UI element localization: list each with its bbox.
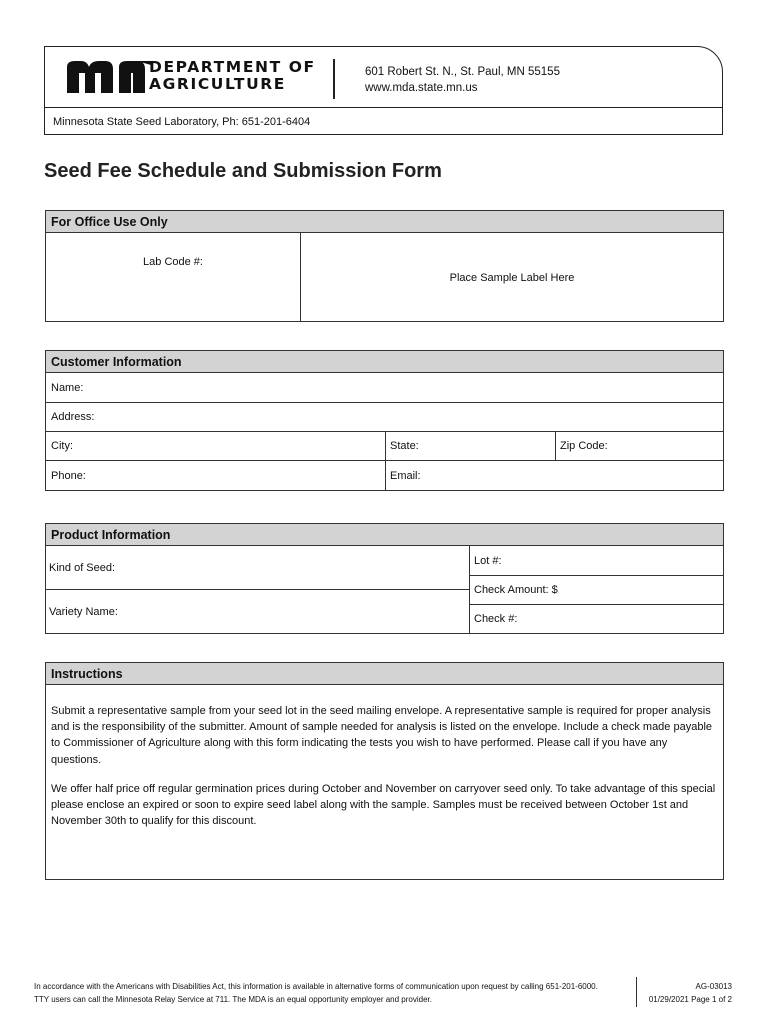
footer-tty-line: TTY users can call the Minnesota Relay Service at 711. The MDA is an equal opportunity employer and provider. — [34, 995, 432, 1004]
address-field[interactable]: Address: — [51, 411, 95, 423]
lot-number-field[interactable]: Lot #: — [474, 555, 502, 567]
email-field[interactable]: Email: — [390, 470, 421, 482]
lab-contact: Minnesota State Seed Laboratory, Ph: 651-201-6404 — [53, 116, 311, 128]
form-date-page: 01/29/2021 Page 1 of 2 — [648, 995, 732, 1004]
state-field[interactable]: State: — [390, 440, 419, 452]
instructions-paragraph-1: Submit a representative sample from your seed lot in the seed mailing envelope. A representative sample is required for proper analysis and is the responsibility of the submitter. Amount of sample needed for analysis is listed on the envelope. Include a check made payable to Commissioner of Agriculture along with this form indicating the tests you wish to have performed. Please call if you have any questions. — [51, 705, 713, 766]
agency-name-line2: AGRICULTURE — [149, 75, 286, 93]
row-divider — [469, 604, 723, 605]
instructions-heading: Instructions — [46, 663, 723, 685]
lab-code-field[interactable]: Lab Code #: — [143, 256, 203, 268]
check-amount-field[interactable]: Check Amount: $ — [474, 584, 558, 596]
row-divider — [46, 460, 723, 461]
agency-name-line1: DEPARTMENT OF — [149, 58, 316, 76]
row-divider — [46, 589, 469, 590]
check-number-field[interactable]: Check #: — [474, 613, 518, 625]
col-divider — [555, 431, 556, 460]
instructions-section — [45, 662, 724, 880]
header-divider — [45, 107, 722, 108]
address-street: 601 Robert St. N., St. Paul, MN 55155 — [365, 66, 560, 78]
header-separator — [333, 59, 335, 99]
col-divider — [469, 546, 470, 633]
sample-label-area: Place Sample Label Here — [449, 272, 575, 284]
instructions-paragraph-2: We offer half price off regular germination prices during October and November on carryover seed only. To take advantage of this special please enclose an expired or soon to expire seed label along with the sample. Samples must be received between October 1st and November 30th to qualify for this discount. — [51, 783, 716, 828]
phone-field[interactable]: Phone: — [51, 470, 86, 482]
office-use-section — [45, 210, 724, 322]
footer-notice — [34, 980, 598, 1006]
product-info-section — [45, 523, 724, 634]
row-divider — [46, 402, 723, 403]
customer-info-section — [45, 350, 724, 491]
footer-separator — [636, 977, 637, 1007]
agency-address — [365, 64, 560, 96]
form-title: Seed Fee Schedule and Submission Form — [44, 160, 442, 182]
zip-code-field[interactable]: Zip Code: — [560, 440, 608, 452]
kind-of-seed-field[interactable]: Kind of Seed: — [49, 562, 116, 574]
customer-info-heading: Customer Information — [46, 351, 723, 373]
footer-ada-line: In accordance with the Americans with Disabilities Act, this information is available in alternative forms of communication upon request by calling 651-201-6000. — [34, 982, 598, 991]
row-divider — [469, 575, 723, 576]
footer-form-info — [649, 980, 732, 1006]
variety-name-field[interactable]: Variety Name: — [49, 606, 118, 618]
city-field[interactable]: City: — [51, 440, 73, 452]
name-field[interactable]: Name: — [51, 382, 84, 394]
header-box — [44, 46, 723, 135]
office-use-heading: For Office Use Only — [46, 211, 723, 233]
agency-name — [149, 59, 316, 93]
address-website: www.mda.state.mn.us — [365, 82, 478, 94]
form-id: AG-03013 — [695, 982, 732, 991]
product-info-heading: Product Information — [46, 524, 723, 546]
